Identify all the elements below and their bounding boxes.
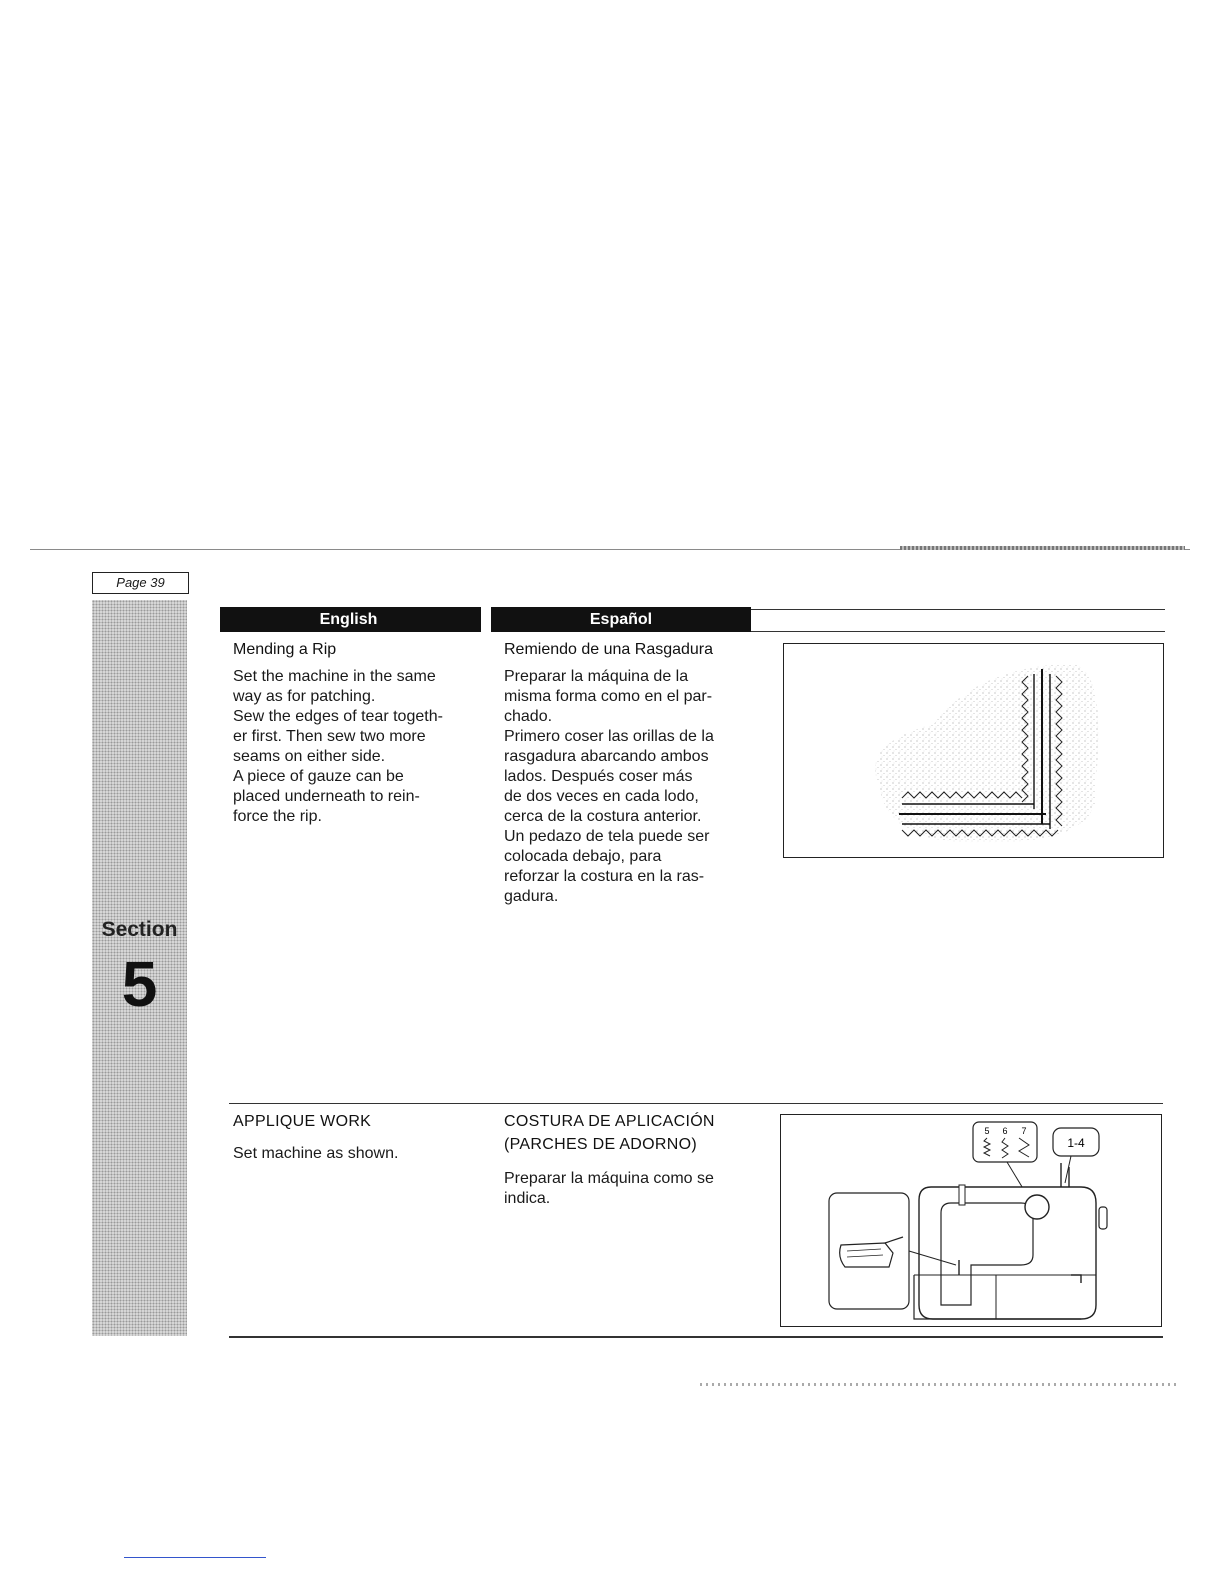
applique-body-es: Preparar la máquina como se indica. <box>504 1170 714 1207</box>
stitch-number-7: 7 <box>1021 1126 1027 1136</box>
applique-body-en: Set machine as shown. <box>233 1145 399 1162</box>
bottom-rule <box>229 1336 1163 1338</box>
sewing-machine-diagram <box>781 1115 1161 1326</box>
tab-divider <box>477 607 491 632</box>
section-number: 5 <box>121 948 158 1020</box>
stitch-number-5: 5 <box>984 1126 990 1136</box>
section-divider <box>229 1103 1163 1104</box>
header-rule-top <box>751 609 1165 610</box>
mending-body-en: Set the machine in the same way as for patching. Sew the edges of tear togeth- er first. Then sew two more seams on either side. A piece of gauze can be placed underneath to rein- force the rip. <box>233 668 443 825</box>
applique-title-en: APPLIQUE WORK <box>233 1113 372 1130</box>
applique-title-es-line2: (PARCHES DE ADORNO) <box>504 1136 697 1153</box>
scan-artifact <box>900 546 1185 550</box>
tab-english: English <box>220 607 477 632</box>
rip-stitch-diagram <box>784 644 1163 857</box>
mending-title-es: Remiendo de una Rasgadura <box>504 641 714 658</box>
mending-illustration <box>783 643 1164 858</box>
mending-title-en: Mending a Rip <box>233 641 337 658</box>
mending-body-es: Preparar la máquina de la misma forma como en el par- chado. Primero coser las orillas de la rasgadura abarcando ambos lados. Después coser más de dos veces en cada lodo, cerca de la costura anterior. Un pedazo de tela puede ser colocada debajo, para reforzar la costura en la ras- gadura. <box>504 668 714 905</box>
section-label: Section <box>101 918 178 941</box>
header-rule-bottom <box>751 631 1165 632</box>
sewing-machine-illustration <box>780 1114 1162 1327</box>
page-number-box: Page 39 <box>92 572 189 594</box>
applique-title-es-line1: COSTURA DE APLICACIÓN <box>504 1113 715 1130</box>
language-tab-bar <box>220 607 751 632</box>
scan-artifact-bottom <box>700 1383 1180 1386</box>
tab-spanish: Español <box>491 607 751 632</box>
stitch-number-6: 6 <box>1002 1126 1008 1136</box>
footer-underline <box>124 1557 266 1558</box>
length-dial-label: 1-4 <box>1067 1136 1085 1150</box>
